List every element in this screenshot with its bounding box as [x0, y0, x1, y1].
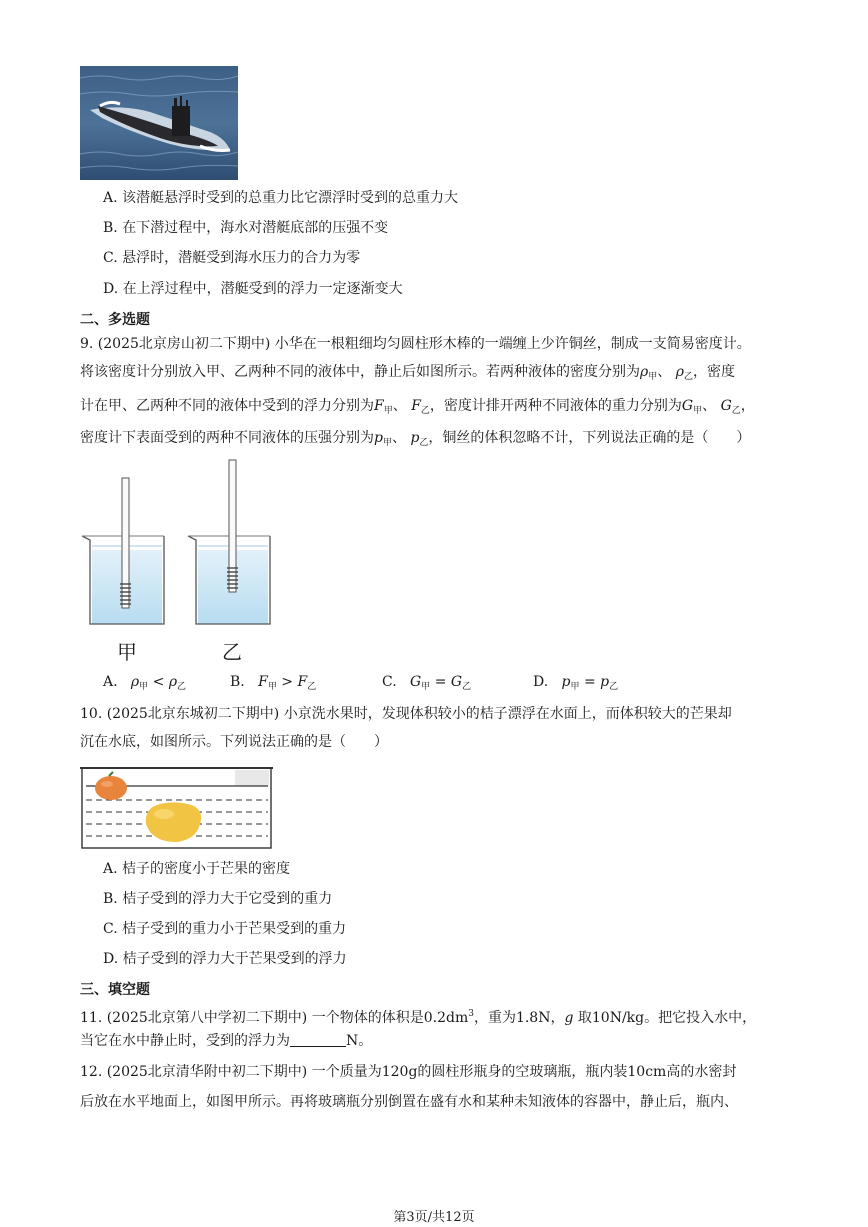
- q10-option-a: A. 桔子的密度小于芒果的密度: [103, 861, 291, 877]
- page-footer: 第3页/共12页: [393, 1210, 475, 1225]
- q9-hydrometer-figure: [78, 458, 278, 630]
- q9-option-c: C. $G_甲 = G_乙$: [382, 674, 472, 692]
- q9-line-3: 计在甲、乙两种不同的液体中受到的浮力分别为$F_甲$、 $F_乙$，密度计排开两种不同液体的重力分别为$G_甲$、 $G_乙$，: [80, 398, 755, 416]
- section-heading-multi: 二、多选题: [80, 312, 150, 328]
- q9-line-4: 密度计下表面受到的两种不同液体的压强分别为$p_甲$、 $p_乙$，铜丝的体积忽略不计，下列说法正确的是（ ）: [80, 430, 751, 448]
- section-heading-fill: 三、填空题: [80, 982, 150, 998]
- beaker-yi: [188, 460, 270, 624]
- q9-option-d: D. $p_甲 = p_乙$: [533, 674, 619, 692]
- q10-line-1: 10. (2025北京东城初二下期中) 小京洗水果时，发现体积较小的桔子漂浮在水面上，而体积较大的芒果却: [80, 706, 732, 722]
- q9-line-1: 9. (2025北京房山初二下期中) 小华在一根粗细均匀圆柱形木棒的一端缠上少许铜丝，制成一支简易密度计。: [80, 336, 751, 352]
- submarine-photo: [80, 66, 238, 180]
- figure-label-yi: 乙: [222, 640, 242, 664]
- q12-line-2: 后放在水平地面上，如图甲所示。再将玻璃瓶分别倒置在盛有水和某种未知液体的容器中，静止后，瓶内、: [80, 1094, 738, 1110]
- q10-fruit-tank-figure: [80, 762, 275, 850]
- q10-line-2: 沉在水底，如图所示。下列说法正确的是（ ）: [80, 734, 388, 750]
- q9-option-a: A. $\rho_甲 < \rho_乙$: [103, 674, 187, 692]
- q11-line-1: 11. (2025北京第八中学初二下期中) 一个物体的体积是$0.2dm^3$，重为1.8N，g 取10N/kg。把它投入水中，: [80, 1009, 757, 1026]
- q9-option-b: B. $F_甲 > F_乙$: [230, 674, 317, 692]
- answer-blank[interactable]: [290, 1032, 346, 1047]
- q8-option-b: B. 在下潜过程中，海水对潜艇底部的压强不变: [103, 220, 389, 236]
- q9-line-2: 将该密度计分别放入甲、乙两种不同的液体中，静止后如图所示。若两种液体的密度分别为$\rho_甲$、 $\rho_乙$，密度: [80, 364, 735, 382]
- q10-option-c: C. 桔子受到的重力小于芒果受到的重力: [103, 921, 347, 937]
- orange: [95, 776, 127, 800]
- q12-line-1: 12. (2025北京清华附中初二下期中) 一个质量为120g的圆柱形瓶身的空玻璃瓶，瓶内装10cm高的水密封: [80, 1064, 737, 1080]
- q8-option-c: C. 悬浮时，潜艇受到海水压力的合力为零: [103, 250, 361, 266]
- beaker-jia: [82, 478, 164, 624]
- q8-option-a: A. 该潜艇悬浮时受到的总重力比它漂浮时受到的总重力大: [103, 190, 459, 206]
- q11-line-2: 当它在水中静止时，受到的浮力为 N。: [80, 1033, 373, 1049]
- q10-option-b: B. 桔子受到的浮力大于它受到的重力: [103, 891, 333, 907]
- q8-option-d: D. 在上浮过程中，潜艇受到的浮力一定逐渐变大: [103, 281, 403, 297]
- figure-label-jia: 甲: [117, 640, 137, 664]
- q10-option-d: D. 桔子受到的浮力大于芒果受到的浮力: [103, 951, 347, 967]
